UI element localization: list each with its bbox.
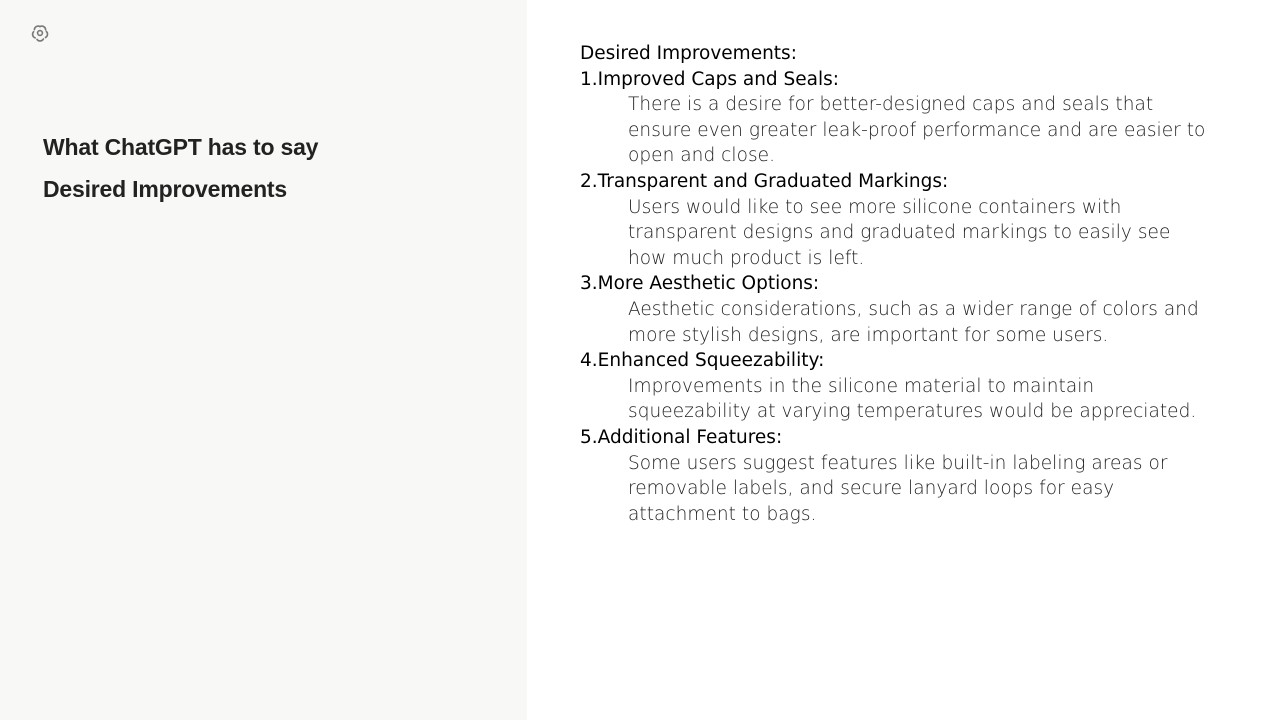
list-item xyxy=(580,425,1220,527)
list-item-title: 5.Additional Features: xyxy=(580,426,783,448)
list-item xyxy=(580,271,1220,348)
list-item-title: 2.Transparent and Graduated Markings: xyxy=(580,170,949,192)
list-item xyxy=(580,169,1220,271)
list-item-body: Improvements in the silicone material to maintain squeezability at varying temperatures would be appreciated. xyxy=(628,375,1197,423)
list-item-body: There is a desire for better-designed caps and seals that ensure even greater leak-proof performance and are easier to open and close. xyxy=(628,94,1206,167)
list-item-body: Some users suggest features like built-in labeling areas or removable labels, and secure lanyard loops for easy attachment to bags. xyxy=(628,452,1168,525)
page-title: What ChatGPT has to say xyxy=(43,134,319,160)
page-subtitle: Desired Improvements xyxy=(43,176,287,202)
list-item xyxy=(580,348,1220,425)
list-item-body: Users would like to see more silicone containers with transparent designs and graduated markings to easily see how much product is left. xyxy=(628,196,1171,269)
list-heading: Desired Improvements: xyxy=(580,43,797,64)
openai-logo-icon xyxy=(31,24,49,42)
list-item-title: 3.More Aesthetic Options: xyxy=(580,273,820,295)
list-item xyxy=(580,67,1220,169)
left-panel xyxy=(0,0,527,720)
list-item-title: 1.Improved Caps and Seals: xyxy=(580,68,840,90)
list-item-body: Aesthetic considerations, such as a wider range of colors and more stylish designs, are important for some users. xyxy=(628,298,1199,346)
improvements-list xyxy=(580,41,1220,527)
list-item-title: 4.Enhanced Squeezability: xyxy=(580,350,825,372)
